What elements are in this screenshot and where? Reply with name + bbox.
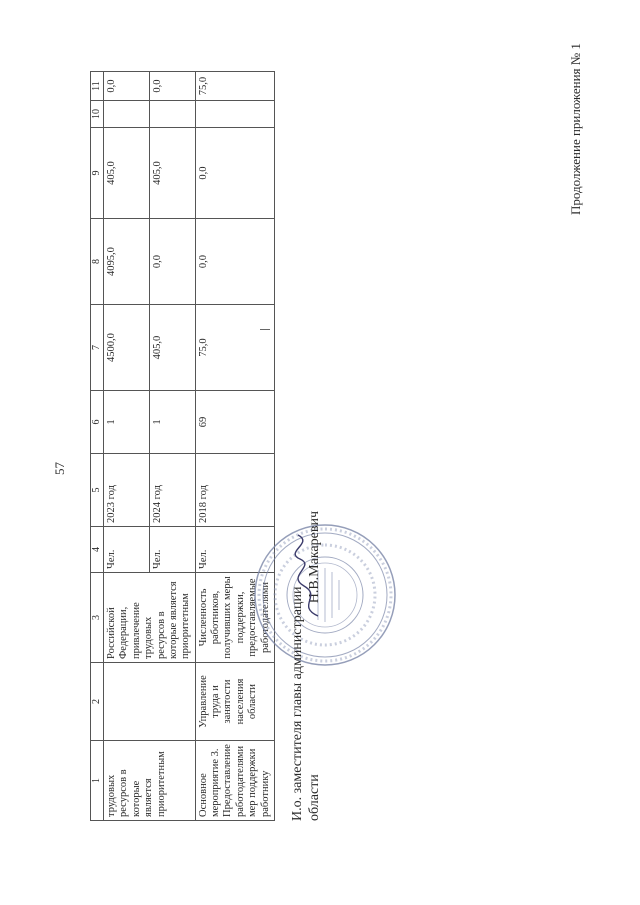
header-cell: 1	[91, 741, 104, 821]
row-a2-c8: 0,0	[149, 219, 195, 305]
table-row	[104, 72, 150, 821]
signatory-title: И.о. заместителя главы администрации	[290, 586, 305, 821]
row-b-year: 2018 год	[195, 454, 274, 527]
table-row	[195, 72, 274, 821]
row-a2-c10	[149, 101, 195, 128]
row-b-c9: 0,0	[195, 128, 274, 219]
row-a-col1: трудовых ресурсов в которые является приоритетным	[104, 741, 196, 821]
row-a2-year: 2024 год	[149, 454, 195, 527]
row-a1-c8: 4095,0	[104, 219, 150, 305]
header-cell: 2	[91, 663, 104, 741]
row-a1-c11: 0,0	[104, 72, 150, 101]
row-a2-unit: Чел.	[149, 527, 195, 573]
header-cell: 9	[91, 128, 104, 219]
continuation-label: Продолжение приложения № 1	[568, 43, 583, 215]
header-cell: 11	[91, 72, 104, 101]
page-number: 57	[52, 462, 67, 475]
row-b-col3: Численность работников, получивших меры поддержки, предоставляемые работодателями	[195, 573, 274, 663]
row-b-c8: 0,0	[195, 219, 274, 305]
row-a-col3: Российской Федерации, привлечение трудовых ресурсов в которые является приоритетным	[104, 573, 196, 663]
row-a2-c9: 405,0	[149, 128, 195, 219]
row-a1-c6: 1	[104, 391, 150, 454]
row-a1-year: 2023 год	[104, 454, 150, 527]
signatory-title-cont: области	[306, 774, 322, 821]
row-b-c11: 75,0	[195, 72, 274, 101]
row-a1-c10	[104, 101, 150, 128]
header-cell: 5	[91, 454, 104, 527]
signature-block	[290, 491, 324, 821]
row-b-c10	[195, 101, 274, 128]
row-a2-c11: 0,0	[149, 72, 195, 101]
row-a-col2	[104, 663, 196, 741]
header-cell: 10	[91, 101, 104, 128]
row-b-col1: Основное мероприятие 3. Предоставление работодателями мер поддержки работнику	[195, 741, 274, 821]
row-b-c7: 75,0	[195, 305, 274, 391]
header-cell: 4	[91, 527, 104, 573]
row-b-c6: 69	[195, 391, 274, 454]
row-a2-c7: 405,0	[149, 305, 195, 391]
table-header-row	[91, 72, 104, 821]
row-a2-c6: 1	[149, 391, 195, 454]
header-cell: 3	[91, 573, 104, 663]
row-b-unit: Чел.	[195, 527, 274, 573]
signatory-name: Н.В.Макаревич	[306, 511, 322, 604]
header-cell: 6	[91, 391, 104, 454]
appendix-table	[90, 71, 275, 821]
row-a1-unit: Чел.	[104, 527, 150, 573]
row-b-col2: Управление труда и занятости населения области	[195, 663, 274, 741]
header-cell: 8	[91, 219, 104, 305]
row-a1-c7: 4500,0	[104, 305, 150, 391]
row-a1-c9: 405,0	[104, 128, 150, 219]
header-cell: 7	[91, 305, 104, 391]
handwritten-signature	[292, 531, 326, 621]
